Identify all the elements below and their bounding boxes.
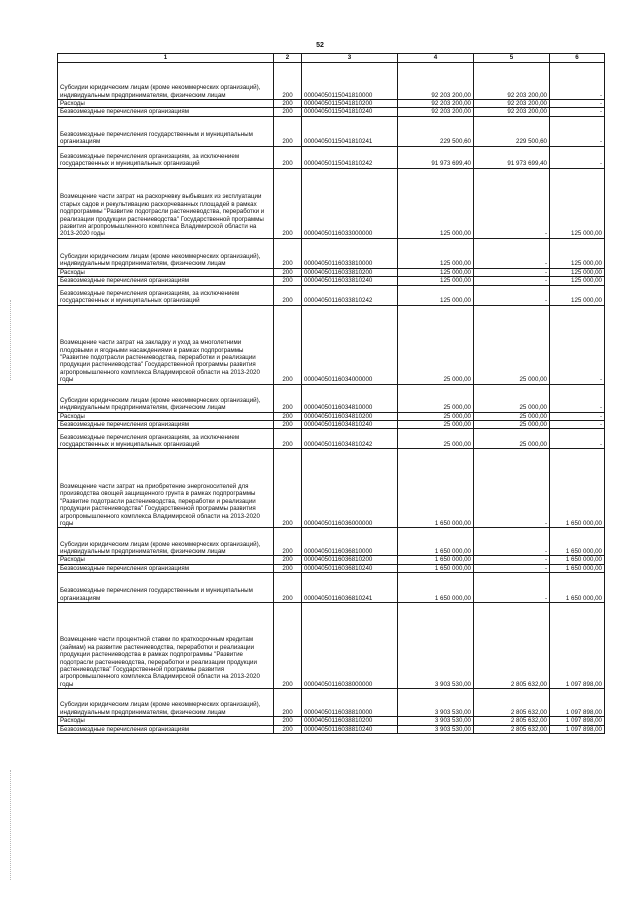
approved-amount: 3 903 530,00 [398, 689, 474, 717]
header-row [58, 54, 605, 63]
item-name: Безвозмездные перечисления организациям, за исключением государственных и муниципальных организаций [58, 285, 274, 305]
table-row [58, 268, 605, 276]
line-code: 200 [274, 168, 302, 238]
scan-margin-mark [10, 300, 12, 380]
table-row [58, 603, 605, 689]
item-name: Безвозмездные перечисления государственным и муниципальным организациям [58, 573, 274, 603]
item-name: Безвозмездные перечисления организациям [58, 564, 274, 572]
executed-amount: 25 000,00 [474, 429, 550, 449]
table-row [58, 528, 605, 556]
unexecuted-amount: 1 650 000,00 [550, 573, 605, 603]
header-col-4: 4 [398, 54, 474, 63]
approved-amount: 3 903 530,00 [398, 603, 474, 689]
item-name: Безвозмездные перечисления организациям [58, 277, 274, 285]
budget-classification-code: 00004050116033810242 [302, 285, 398, 305]
item-name: Расходы [58, 268, 274, 276]
line-code: 200 [274, 238, 302, 268]
line-code: 200 [274, 421, 302, 429]
approved-amount: 229 500,60 [398, 116, 474, 146]
unexecuted-amount: - [550, 146, 605, 168]
table-row [58, 277, 605, 285]
item-name: Субсидии юридическим лицам (кроме некоммерческих организаций), индивидуальным предпринимателям, физическим лицам [58, 689, 274, 717]
budget-classification-code: 00004050116033000000 [302, 168, 398, 238]
budget-classification-code: 00004050116038810240 [302, 725, 398, 733]
budget-classification-code: 00004050115041810200 [302, 100, 398, 108]
unexecuted-amount: - [550, 421, 605, 429]
header-col-1: 1 [58, 54, 274, 63]
table-row [58, 285, 605, 305]
unexecuted-amount: 1 097 898,00 [550, 717, 605, 725]
unexecuted-amount: 1 650 000,00 [550, 449, 605, 528]
approved-amount: 1 650 000,00 [398, 556, 474, 564]
budget-classification-code: 00004050116038810000 [302, 689, 398, 717]
unexecuted-amount: 1 097 898,00 [550, 689, 605, 717]
table-row [58, 100, 605, 108]
approved-amount: 125 000,00 [398, 285, 474, 305]
executed-amount: - [474, 556, 550, 564]
unexecuted-amount: 1 650 000,00 [550, 528, 605, 556]
unexecuted-amount: - [550, 412, 605, 420]
table-row [58, 412, 605, 420]
item-name: Возмещение части затрат на раскорчевку выбывших из эксплуатации старых садов и рекультивацию раскорчеванных площадей в рамках подпрограммы "Развитие подотрасли растениеводства, переработки и реализации продукции растениеводства" Государственной программы развития агропромышленного комплекса Владимирской области на 2013-2020 годы [58, 168, 274, 238]
executed-amount: 92 203 200,00 [474, 100, 550, 108]
scan-margin-mark [10, 770, 12, 880]
table-row [58, 717, 605, 725]
item-name: Возмещение части процентной ставки по краткосрочным кредитам (займам) на развитие растениеводства, переработки и реализации продукции растениеводства в рамках подпрограммы "Развитие подотрасли растениеводства, переработки и реализации продукции растениеводства" Государственной программы развития агропромышленного комплекса Владимирской области на 2013-2020 годы [58, 603, 274, 689]
budget-classification-code: 00004050116036810200 [302, 556, 398, 564]
item-name: Расходы [58, 717, 274, 725]
unexecuted-amount: - [550, 384, 605, 412]
budget-classification-code: 00004050116038810200 [302, 717, 398, 725]
line-code: 200 [274, 268, 302, 276]
table-row [58, 238, 605, 268]
table-row [58, 116, 605, 146]
budget-classification-code: 00004050116033810200 [302, 268, 398, 276]
executed-amount: 229 500,60 [474, 116, 550, 146]
approved-amount: 125 000,00 [398, 277, 474, 285]
budget-classification-code: 00004050115041810000 [302, 63, 398, 100]
item-name: Субсидии юридическим лицам (кроме некоммерческих организаций), индивидуальным предпринимателям, физическим лицам [58, 384, 274, 412]
unexecuted-amount: - [550, 108, 605, 116]
item-name: Безвозмездные перечисления организациям [58, 421, 274, 429]
unexecuted-amount: 125 000,00 [550, 277, 605, 285]
table-row [58, 384, 605, 412]
unexecuted-amount: - [550, 100, 605, 108]
line-code: 200 [274, 285, 302, 305]
unexecuted-amount: - [550, 116, 605, 146]
item-name: Возмещение части затрат на закладку и уход за многолетними плодовыми и ягодными насаждениями в рамках подпрограммы "Развитие подотрасли растениеводства, переработки и реализации продукции растениеводства" Государственной программы развития агропромышленного комплекса Владимирской области на 2013-2020 годы [58, 305, 274, 384]
executed-amount: 25 000,00 [474, 412, 550, 420]
executed-amount: 2 805 632,00 [474, 717, 550, 725]
approved-amount: 25 000,00 [398, 384, 474, 412]
table-row [58, 429, 605, 449]
unexecuted-amount: 125 000,00 [550, 268, 605, 276]
executed-amount: - [474, 268, 550, 276]
table-row [58, 725, 605, 733]
budget-execution-table [57, 53, 605, 734]
unexecuted-amount: - [550, 429, 605, 449]
item-name: Расходы [58, 412, 274, 420]
line-code: 200 [274, 564, 302, 572]
item-name: Безвозмездные перечисления организациям [58, 725, 274, 733]
unexecuted-amount: 1 650 000,00 [550, 564, 605, 572]
approved-amount: 92 203 200,00 [398, 100, 474, 108]
line-code: 200 [274, 277, 302, 285]
executed-amount: - [474, 168, 550, 238]
executed-amount: 25 000,00 [474, 384, 550, 412]
item-name: Безвозмездные перечисления государственным и муниципальным организациям [58, 116, 274, 146]
line-code: 200 [274, 573, 302, 603]
executed-amount: 92 203 200,00 [474, 63, 550, 100]
executed-amount: 2 805 632,00 [474, 603, 550, 689]
page-number: 52 [316, 42, 324, 49]
budget-classification-code: 00004050116036810000 [302, 528, 398, 556]
item-name: Субсидии юридическим лицам (кроме некоммерческих организаций), индивидуальным предпринимателям, физическим лицам [58, 63, 274, 100]
line-code: 200 [274, 603, 302, 689]
approved-amount: 92 203 200,00 [398, 108, 474, 116]
line-code: 200 [274, 449, 302, 528]
executed-amount: - [474, 528, 550, 556]
budget-classification-code: 00004050115041810240 [302, 108, 398, 116]
unexecuted-amount: - [550, 63, 605, 100]
executed-amount: - [474, 449, 550, 528]
budget-classification-code: 00004050115041810242 [302, 146, 398, 168]
budget-classification-code: 00004050116034810200 [302, 412, 398, 420]
line-code: 200 [274, 528, 302, 556]
approved-amount: 1 650 000,00 [398, 449, 474, 528]
approved-amount: 25 000,00 [398, 429, 474, 449]
item-name: Субсидии юридическим лицам (кроме некоммерческих организаций), индивидуальным предпринимателям, физическим лицам [58, 238, 274, 268]
unexecuted-amount: 125 000,00 [550, 285, 605, 305]
item-name: Расходы [58, 556, 274, 564]
line-code: 200 [274, 412, 302, 420]
executed-amount: - [474, 573, 550, 603]
line-code: 200 [274, 116, 302, 146]
approved-amount: 125 000,00 [398, 168, 474, 238]
approved-amount: 91 973 699,40 [398, 146, 474, 168]
table-row [58, 573, 605, 603]
approved-amount: 125 000,00 [398, 238, 474, 268]
line-code: 200 [274, 108, 302, 116]
approved-amount: 25 000,00 [398, 412, 474, 420]
approved-amount: 3 903 530,00 [398, 725, 474, 733]
approved-amount: 1 650 000,00 [398, 573, 474, 603]
budget-classification-code: 00004050116036810241 [302, 573, 398, 603]
budget-classification-code: 00004050116034810242 [302, 429, 398, 449]
table-row [58, 146, 605, 168]
table-row [58, 168, 605, 238]
header-col-2: 2 [274, 54, 302, 63]
header-col-5: 5 [474, 54, 550, 63]
line-code: 200 [274, 100, 302, 108]
header-col-3: 3 [302, 54, 398, 63]
item-name: Субсидии юридическим лицам (кроме некоммерческих организаций), индивидуальным предпринимателям, физическим лицам [58, 528, 274, 556]
item-name: Безвозмездные перечисления организациям, за исключением государственных и муниципальных организаций [58, 146, 274, 168]
budget-classification-code: 00004050116033810000 [302, 238, 398, 268]
table-row [58, 305, 605, 384]
table-row [58, 421, 605, 429]
line-code: 200 [274, 146, 302, 168]
unexecuted-amount: 125 000,00 [550, 168, 605, 238]
executed-amount: 92 203 200,00 [474, 108, 550, 116]
budget-classification-code: 00004050116034810240 [302, 421, 398, 429]
budget-classification-code: 00004050116036810240 [302, 564, 398, 572]
table-row [58, 108, 605, 116]
budget-classification-code: 00004050116034000000 [302, 305, 398, 384]
budget-classification-code: 00004050115041810241 [302, 116, 398, 146]
executed-amount: 2 805 632,00 [474, 689, 550, 717]
budget-classification-code: 00004050116036000000 [302, 449, 398, 528]
line-code: 200 [274, 305, 302, 384]
approved-amount: 1 650 000,00 [398, 564, 474, 572]
unexecuted-amount: 1 097 898,00 [550, 725, 605, 733]
line-code: 200 [274, 556, 302, 564]
approved-amount: 92 203 200,00 [398, 63, 474, 100]
executed-amount: - [474, 238, 550, 268]
line-code: 200 [274, 384, 302, 412]
approved-amount: 125 000,00 [398, 268, 474, 276]
unexecuted-amount: - [550, 305, 605, 384]
line-code: 200 [274, 717, 302, 725]
table-row [58, 63, 605, 100]
table-row [58, 449, 605, 528]
item-name: Возмещение части затрат на приобретение энергоносителей для производства овощей защищенного грунта в рамках подпрограммы "Развитие подотрасли растениеводства, переработки и реализации продукции растениеводства" Государственной программы развития агропромышленного комплекса Владимирской области на 2013-2020 годы [58, 449, 274, 528]
budget-classification-code: 00004050116038000000 [302, 603, 398, 689]
table-row [58, 556, 605, 564]
approved-amount: 25 000,00 [398, 421, 474, 429]
header-col-6: 6 [550, 54, 605, 63]
line-code: 200 [274, 429, 302, 449]
item-name: Расходы [58, 100, 274, 108]
executed-amount: 25 000,00 [474, 305, 550, 384]
item-name: Безвозмездные перечисления организациям, за исключением государственных и муниципальных организаций [58, 429, 274, 449]
line-code: 200 [274, 725, 302, 733]
approved-amount: 3 903 530,00 [398, 717, 474, 725]
approved-amount: 1 650 000,00 [398, 528, 474, 556]
item-name: Безвозмездные перечисления организациям [58, 108, 274, 116]
executed-amount: 2 805 632,00 [474, 725, 550, 733]
budget-classification-code: 00004050116033810240 [302, 277, 398, 285]
unexecuted-amount: 125 000,00 [550, 238, 605, 268]
table-row [58, 689, 605, 717]
line-code: 200 [274, 689, 302, 717]
unexecuted-amount: 1 650 000,00 [550, 556, 605, 564]
executed-amount: 25 000,00 [474, 421, 550, 429]
line-code: 200 [274, 63, 302, 100]
executed-amount: - [474, 285, 550, 305]
budget-classification-code: 00004050116034810000 [302, 384, 398, 412]
executed-amount: - [474, 564, 550, 572]
unexecuted-amount: 1 097 898,00 [550, 603, 605, 689]
table-row [58, 564, 605, 572]
executed-amount: 91 973 699,40 [474, 146, 550, 168]
approved-amount: 25 000,00 [398, 305, 474, 384]
executed-amount: - [474, 277, 550, 285]
